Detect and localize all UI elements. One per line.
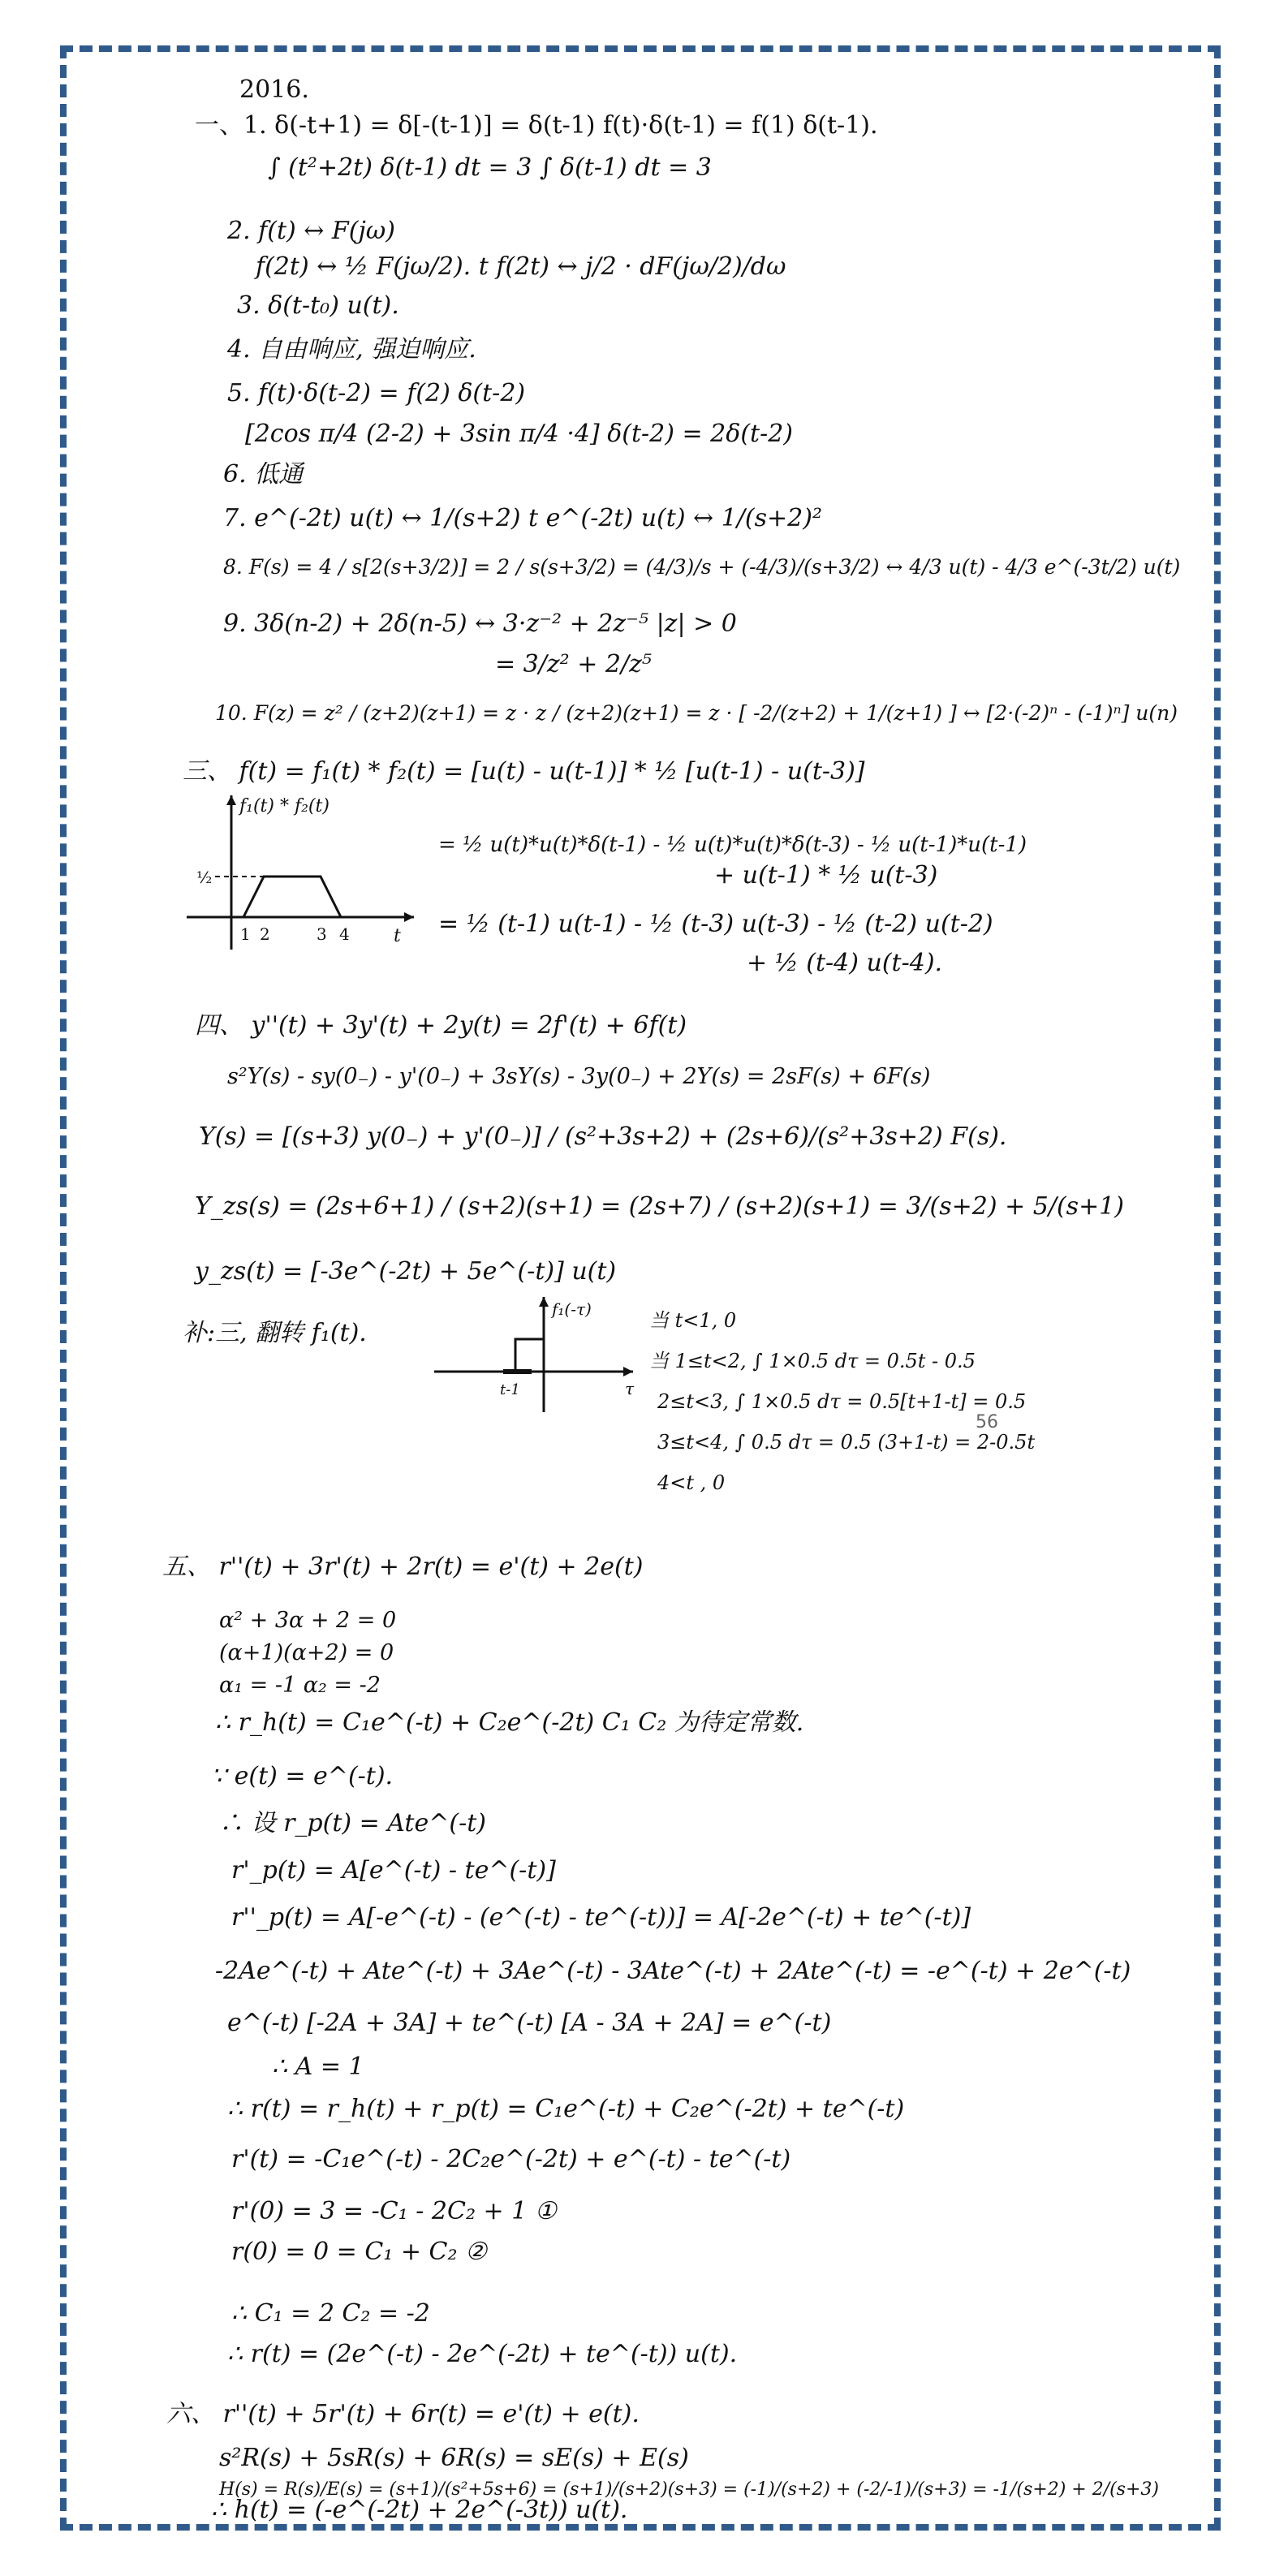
q5-particular-guess: ∴ 设 r_p(t) = Ate^(-t)	[219, 1809, 486, 1837]
q3-result-line2: + ½ (t-4) u(t-4).	[747, 949, 943, 977]
q3-result-line1: = ½ (t-1) u(t-1) - ½ (t-3) u(t-3) - ½ (t-2) u(t-2)	[438, 910, 993, 938]
q1-item5-line: 5. f(t)·δ(t-2) = f(2) δ(t-2)	[227, 379, 526, 407]
sketch2-curve-label: f₁(-τ)	[552, 1299, 592, 1319]
q3-expansion-line2: + u(t-1) * ½ u(t-3)	[714, 861, 938, 890]
q5-derivative: r'(t) = -C₁e^(-t) - 2C₂e^(-2t) + e^(-t) - te^(-t)	[231, 2145, 791, 2173]
supplement-case1: 当 t<1, 0	[649, 1309, 737, 1332]
q5-particular-d2: r''_p(t) = A[-e^(-t) - (e^(-t) - te^(-t))] = A[-2e^(-t) + te^(-t)]	[231, 1903, 971, 1932]
q5-substitution: -2Ae^(-t) + Ate^(-t) + 3Ae^(-t) - 3Ate^(-t) + 2Ate^(-t) = -e^(-t) + 2e^(-t)	[215, 1957, 1131, 1985]
q1-item4-line: 4. 自由响应, 强迫响应.	[227, 335, 476, 364]
q4-yzs-t-line: y_zs(t) = [-3e^(-2t) + 5e^(-t)] u(t)	[195, 1257, 617, 1286]
sketch1-tick-1: 1	[240, 924, 251, 944]
q1-item8-line: 8. F(s) = 4 / s[2(s+3/2)] = 2 / s(s+3/2) = (4/3)/s + (-4/3)/(s+3/2) ↔ 4/3 u(t) - 4/3 e^(-3t/2) u(t)	[223, 555, 1181, 579]
q5-final-solution: ∴ r(t) = (2e^(-t) - 2e^(-2t) + te^(-t)) u(t).	[227, 2340, 738, 2368]
sketch2-tick-label: t-1	[500, 1381, 520, 1398]
q5-coefficient: ∴ A = 1	[272, 2053, 364, 2081]
q5-char-factor: (α+1)(α+2) = 0	[219, 1640, 394, 1665]
flip-sketch	[430, 1290, 641, 1428]
year-header: 2016.	[239, 75, 309, 104]
q6-transfer-function: H(s) = R(s)/E(s) = (s+1)/(s²+5s+6) = (s+1)/(s+2)(s+3) = (-1)/(s+2) + (-2/-1)/(s+3) = -1/(s+2) + 2/(s+3)	[219, 2479, 1159, 2500]
q4-ode-line: 四、 y''(t) + 3y'(t) + 2y(t) = 2f'(t) + 6f(t)	[195, 1011, 687, 1040]
q1-item1-line: 一、1. δ(-t+1) = δ[-(t-1)] = δ(t-1) f(t)·δ(t-1) = f(1) δ(t-1).	[195, 111, 878, 140]
q1-item6-line: 6. 低通	[223, 460, 304, 489]
handwritten-solution-page	[89, 73, 1193, 2500]
q4-laplace-line: s²Y(s) - sy(0₋) - y'(0₋) + 3sY(s) - 3y(0₋) + 2Y(s) = 2sF(s) + 6F(s)	[227, 1064, 931, 1089]
page-number: 56	[976, 1412, 998, 1432]
q1-item1-integral: ∫ (t²+2t) δ(t-1) dt = 3 ∫ δ(t-1) dt = 3	[268, 153, 712, 182]
q4-yzs-s-line: Y_zs(s) = (2s+6+1) / (s+2)(s+1) = (2s+7) / (s+2)(s+1) = 3/(s+2) + 5/(s+1)	[195, 1192, 1125, 1221]
q1-item3-line: 3. δ(t-t₀) u(t).	[237, 291, 399, 320]
sketch1-axis-t: t	[394, 926, 401, 946]
q6-impulse-response: ∴ h(t) = (-e^(-2t) + 2e^(-3t)) u(t).	[211, 2496, 628, 2524]
supplement-header: 补:三, 翻转 f₁(t).	[183, 1319, 367, 1347]
q5-constants: ∴ C₁ = 2 C₂ = -2	[231, 2299, 430, 2328]
q1-item9-line: 9. 3δ(n-2) + 2δ(n-5) ↔ 3·z⁻² + 2z⁻⁵ |z| > 0	[223, 610, 737, 638]
supplement-case3: 2≤t<3, ∫ 1×0.5 dτ = 0.5[t+1-t] = 0.5	[657, 1390, 1027, 1413]
q5-excitation: ∵ e(t) = e^(-t).	[211, 1762, 394, 1790]
sketch1-half-label: ½	[196, 868, 213, 887]
q1-item2-scaling: f(2t) ↔ ½ F(jω/2). t f(2t) ↔ j/2 · dF(jω/2)/dω	[256, 252, 786, 281]
q5-particular-d1: r'_p(t) = A[e^(-t) - te^(-t)]	[231, 1856, 556, 1885]
supplement-case2: 当 1≤t<2, ∫ 1×0.5 dτ = 0.5t - 0.5	[649, 1350, 976, 1372]
q1-item10-line: 10. F(z) = z² / (z+2)(z+1) = z · z / (z+2)(z+1) = z · [ -2/(z+2) + 1/(z+1) ] ↔ [2·(-2)ⁿ - (-1)ⁿ] u(n)	[215, 701, 1178, 725]
q1-item5-evaluation: [2cos π/4 (2-2) + 3sin π/4 ·4] δ(t-2) = 2δ(t-2)	[245, 420, 793, 448]
q5-roots: α₁ = -1 α₂ = -2	[219, 1673, 381, 1698]
q4-ys-line: Y(s) = [(s+3) y(0₋) + y'(0₋)] / (s²+3s+2) + (2s+6)/(s²+3s+2) F(s).	[199, 1122, 1007, 1151]
q1-item2-line: 2. f(t) ↔ F(jω)	[227, 217, 395, 245]
sketch2-axis-tau: τ	[625, 1379, 635, 1398]
q5-char-eq: α² + 3α + 2 = 0	[219, 1608, 397, 1633]
sketch1-curve-label: f₁(t) * f₂(t)	[239, 796, 330, 816]
q5-ode-line: 五、 r''(t) + 3r'(t) + 2r(t) = e'(t) + 2e(t)	[162, 1553, 644, 1581]
q3-expansion-line1: = ½ u(t)*u(t)*δ(t-1) - ½ u(t)*u(t)*δ(t-3) - ½ u(t-1)*u(t-1)	[438, 833, 1027, 857]
supplement-case4: 3≤t<4, ∫ 0.5 dτ = 0.5 (3+1-t) = 2-0.5t	[657, 1431, 1036, 1454]
sketch1-tick-4: 4	[339, 924, 350, 944]
q1-item9-result: = 3/z² + 2/z⁵	[495, 650, 652, 678]
q5-initial-cond2: r(0) = 0 = C₁ + C₂ ②	[231, 2238, 487, 2266]
sketch1-tick-2: 2	[260, 924, 270, 944]
q5-grouping: e^(-t) [-2A + 3A] + te^(-t) [A - 3A + 2A] = e^(-t)	[227, 2009, 832, 2037]
q5-homogeneous: ∴ r_h(t) = C₁e^(-t) + C₂e^(-2t) C₁ C₂ 为待定常数.	[215, 1708, 804, 1737]
q3-convolution-line: 三、 f(t) = f₁(t) * f₂(t) = [u(t) - u(t-1)] * ½ [u(t-1) - u(t-3)]	[183, 757, 865, 786]
q6-laplace-line: s²R(s) + 5sR(s) + 6R(s) = sE(s) + E(s)	[219, 2444, 689, 2472]
q5-initial-cond1: r'(0) = 3 = -C₁ - 2C₂ + 1 ①	[231, 2197, 557, 2225]
convolution-sketch	[179, 787, 422, 958]
supplement-case5: 4<t , 0	[657, 1471, 726, 1494]
q6-ode-line: 六、 r''(t) + 5r'(t) + 6r(t) = e'(t) + e(t).	[166, 2400, 640, 2428]
sketch1-tick-3: 3	[317, 924, 327, 944]
q5-general-solution: ∴ r(t) = r_h(t) + r_p(t) = C₁e^(-t) + C₂e^(-2t) + te^(-t)	[227, 2095, 905, 2123]
q1-item7-line: 7. e^(-2t) u(t) ↔ 1/(s+2) t e^(-2t) u(t) ↔ 1/(s+2)²	[223, 504, 822, 532]
